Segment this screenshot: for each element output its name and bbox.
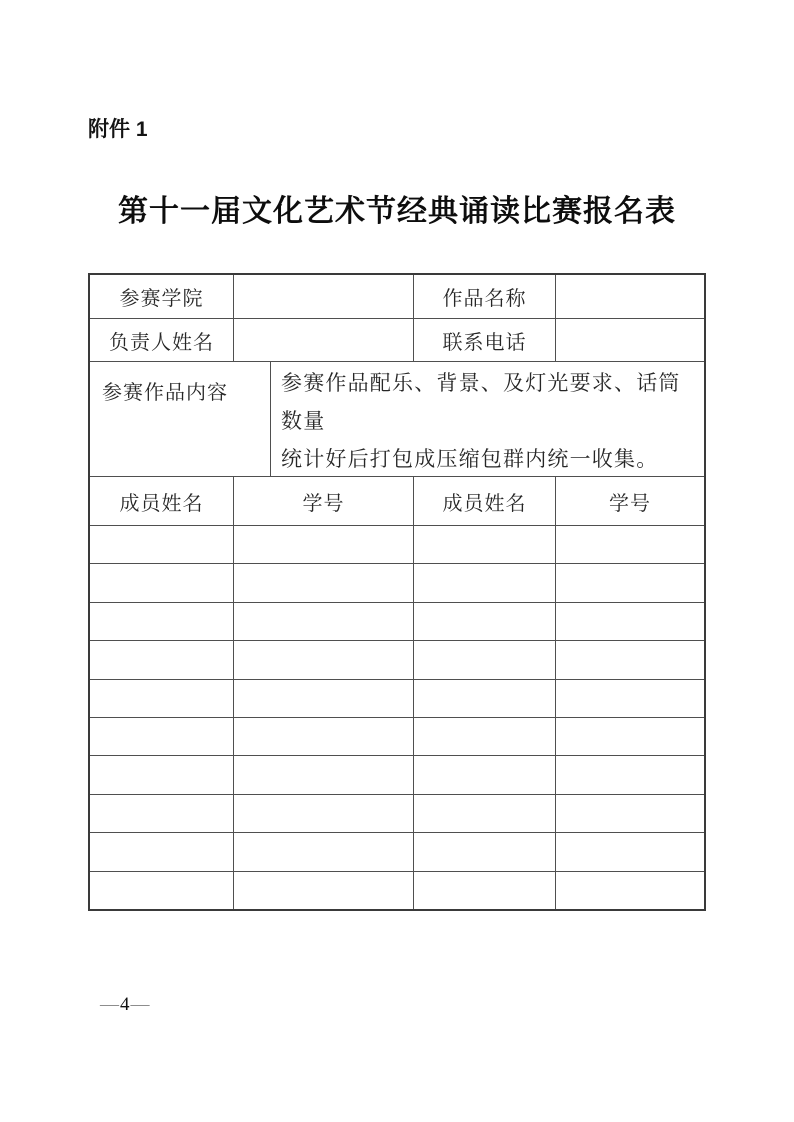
label-college: 参赛学院	[119, 288, 204, 310]
member-empty-cell	[90, 833, 233, 870]
page-number-dash-left: —	[100, 994, 119, 1015]
member-empty-row	[90, 871, 704, 909]
member-empty-cell	[413, 718, 555, 755]
member-empty-cell	[555, 833, 704, 870]
member-empty-cell	[413, 756, 555, 793]
member-empty-cell	[555, 641, 704, 678]
member-empty-cell	[90, 641, 233, 678]
member-empty-cell	[90, 756, 233, 793]
field-contact-phone-value	[555, 319, 704, 361]
member-empty-cell	[233, 872, 413, 909]
member-empty-row	[90, 717, 704, 755]
member-empty-cell	[555, 718, 704, 755]
page-number-value: 4	[120, 994, 130, 1015]
member-empty-row	[90, 794, 704, 832]
member-empty-cell	[413, 872, 555, 909]
member-empty-cell	[90, 680, 233, 717]
member-empty-cell	[413, 564, 555, 601]
header-member-name-2: 成员姓名	[413, 477, 555, 525]
label-work-content: 参赛作品内容	[102, 382, 228, 404]
member-empty-row	[90, 525, 704, 563]
member-empty-cell	[555, 756, 704, 793]
member-empty-cell	[90, 564, 233, 601]
member-empty-cell	[413, 603, 555, 640]
header-student-id-2: 学号	[555, 477, 704, 525]
member-empty-cell	[555, 564, 704, 601]
member-empty-row	[90, 755, 704, 793]
label-contact-phone: 联系电话	[413, 319, 555, 361]
member-empty-cell	[233, 718, 413, 755]
page-title: 第十一届文化艺术节经典诵读比赛报名表	[118, 195, 676, 228]
member-empty-row	[90, 640, 704, 678]
attachment-label: 附件 1	[88, 118, 148, 141]
page-number-dash-right: —	[130, 994, 150, 1015]
member-empty-cell	[413, 641, 555, 678]
member-empty-cell	[233, 795, 413, 832]
member-empty-cell	[413, 833, 555, 870]
member-empty-cell	[413, 795, 555, 832]
member-empty-cell	[233, 833, 413, 870]
label-leader-name: 负责人姓名	[109, 331, 214, 354]
member-empty-cell	[555, 795, 704, 832]
work-content-text	[270, 362, 704, 476]
header-member-name-1: 成员姓名	[119, 492, 204, 515]
member-empty-cell	[90, 603, 233, 640]
member-empty-cell	[90, 872, 233, 909]
form-row-work-content	[90, 361, 704, 476]
member-empty-cell	[413, 526, 555, 563]
member-empty-cell	[233, 564, 413, 601]
work-content-line2: 统计好后打包成压缩包群内统一收集。	[281, 447, 659, 471]
registration-form-table	[88, 273, 706, 911]
member-empty-cell	[233, 641, 413, 678]
page-number	[100, 994, 150, 1016]
member-empty-cell	[555, 526, 704, 563]
label-work-name: 作品名称	[413, 275, 555, 318]
member-empty-row	[90, 602, 704, 640]
member-empty-cell	[233, 756, 413, 793]
member-empty-row	[90, 832, 704, 870]
member-empty-row	[90, 563, 704, 601]
form-row-leader-phone	[90, 318, 704, 361]
field-work-name-value	[555, 275, 704, 318]
member-empty-cell	[555, 680, 704, 717]
work-content-line1: 参赛作品配乐、背景、及灯光要求、话筒数量	[281, 371, 681, 433]
members-header-row	[90, 476, 704, 525]
form-row-college-work	[90, 275, 704, 318]
member-empty-cell	[233, 680, 413, 717]
member-empty-cell	[555, 603, 704, 640]
member-empty-row	[90, 679, 704, 717]
member-empty-cell	[90, 526, 233, 563]
member-empty-cell	[233, 603, 413, 640]
member-empty-cell	[90, 795, 233, 832]
member-empty-cell	[233, 526, 413, 563]
member-empty-cell	[413, 680, 555, 717]
field-college-value	[233, 275, 413, 318]
member-empty-cell	[555, 872, 704, 909]
member-empty-cell	[90, 718, 233, 755]
field-leader-name-value	[233, 319, 413, 361]
header-student-id-1: 学号	[233, 477, 413, 525]
